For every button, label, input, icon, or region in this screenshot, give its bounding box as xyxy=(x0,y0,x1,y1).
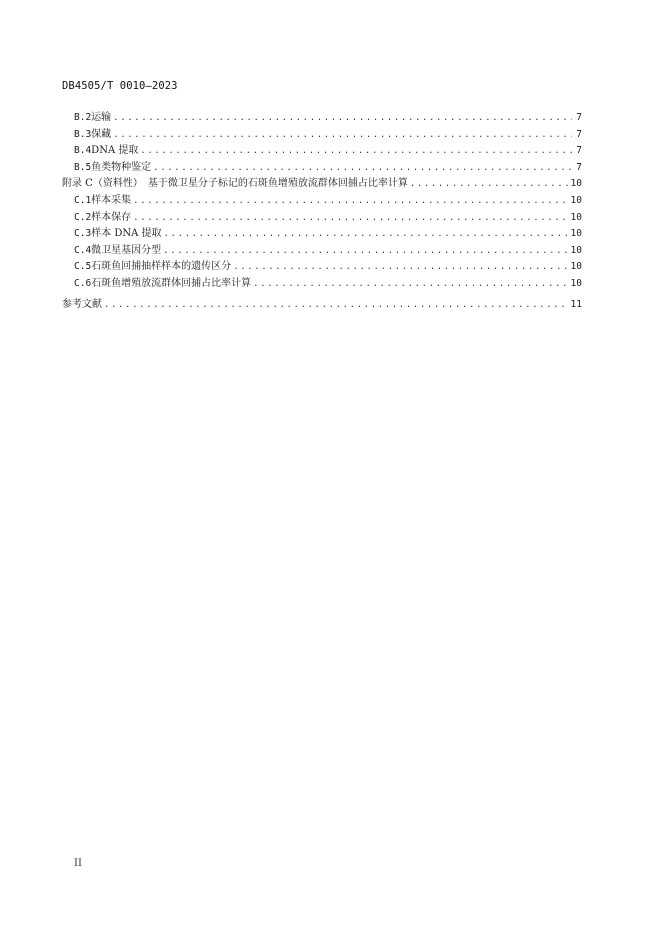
toc-entry-b5[interactable] xyxy=(62,160,582,177)
toc-entry-page: 10 xyxy=(570,211,582,223)
toc-entry-number: C.3 xyxy=(74,228,92,240)
toc-entry-page: 11 xyxy=(570,298,582,310)
toc-entry-number: C.5 xyxy=(74,261,92,273)
toc-entry-number: C.2 xyxy=(74,211,92,223)
toc-entry-page: 10 xyxy=(570,277,582,289)
toc-entry-c6[interactable] xyxy=(62,276,582,293)
toc-entry-title: 石斑鱼回捕抽样样本的遗传区分 xyxy=(91,261,232,273)
toc-entry-title: DNA 提取 xyxy=(91,145,139,157)
toc-leader-dots xyxy=(113,110,572,127)
toc-entry-title: 附录 C（资料性） 基于微卫星分子标记的石斑鱼增殖放流群体回捕占比率计算 xyxy=(62,178,408,190)
toc-entry-title: 样本采集 xyxy=(91,194,132,206)
toc-entry-b2[interactable] xyxy=(62,110,582,127)
toc-leader-dots xyxy=(113,127,572,144)
toc-entry-number: B.2 xyxy=(74,112,92,123)
toc-entry-number: C.1 xyxy=(74,194,92,206)
toc-leader-dots xyxy=(163,243,568,260)
toc-entry-title: 运输 xyxy=(91,112,112,123)
toc-leader-dots xyxy=(153,160,572,177)
toc-entry-c3[interactable] xyxy=(62,226,582,243)
toc-leader-dots xyxy=(253,276,568,293)
document-code-header: DB4505/T 0010—2023 xyxy=(62,80,178,92)
toc-entry-page: 10 xyxy=(570,194,582,206)
toc-entry-c5[interactable] xyxy=(62,259,582,276)
toc-leader-dots xyxy=(104,297,569,314)
toc-entry-c1[interactable] xyxy=(62,193,582,210)
toc-leader-dots xyxy=(233,259,568,276)
toc-entry-number: B.4 xyxy=(74,145,92,157)
toc-leader-dots xyxy=(133,210,568,227)
toc-entry-title: 保藏 xyxy=(91,128,112,140)
toc-entry-page: 7 xyxy=(576,161,582,173)
toc-entry-page: 10 xyxy=(570,178,582,190)
toc-entry-title: 微卫星基因分型 xyxy=(91,244,162,256)
toc-leader-dots xyxy=(140,143,572,160)
toc-entry-b4[interactable] xyxy=(62,143,582,160)
toc-entry-number: B.5 xyxy=(74,161,92,173)
toc-entry-page: 7 xyxy=(576,145,582,157)
toc-leader-dots xyxy=(164,226,569,243)
toc-entry-page: 7 xyxy=(576,128,582,140)
toc-entry-references[interactable] xyxy=(62,297,582,314)
toc-entry-c2[interactable] xyxy=(62,210,582,227)
toc-entry-title: 参考文献 xyxy=(62,298,102,310)
page-number: II xyxy=(74,858,82,869)
toc-leader-dots xyxy=(410,176,569,193)
toc-entry-page: 10 xyxy=(570,261,582,273)
table-of-contents xyxy=(62,110,582,314)
toc-entry-title: 鱼类物种鉴定 xyxy=(91,161,152,173)
toc-entry-number: C.4 xyxy=(74,244,92,256)
toc-entry-number: C.6 xyxy=(74,277,92,289)
toc-leader-dots xyxy=(133,193,568,210)
toc-entry-page: 10 xyxy=(570,228,582,240)
toc-entry-title: 样本 DNA 提取 xyxy=(91,228,162,240)
toc-entry-c4[interactable] xyxy=(62,243,582,260)
toc-entry-page: 10 xyxy=(570,244,582,256)
toc-entry-b3[interactable] xyxy=(62,127,582,144)
toc-entry-page: 7 xyxy=(576,112,582,123)
toc-entry-title: 石斑鱼增殖放流群体回捕占比率计算 xyxy=(91,277,252,289)
toc-entry-title: 样本保存 xyxy=(91,211,132,223)
toc-entry-appendix-c[interactable] xyxy=(62,176,582,193)
toc-entry-number: B.3 xyxy=(74,128,92,140)
